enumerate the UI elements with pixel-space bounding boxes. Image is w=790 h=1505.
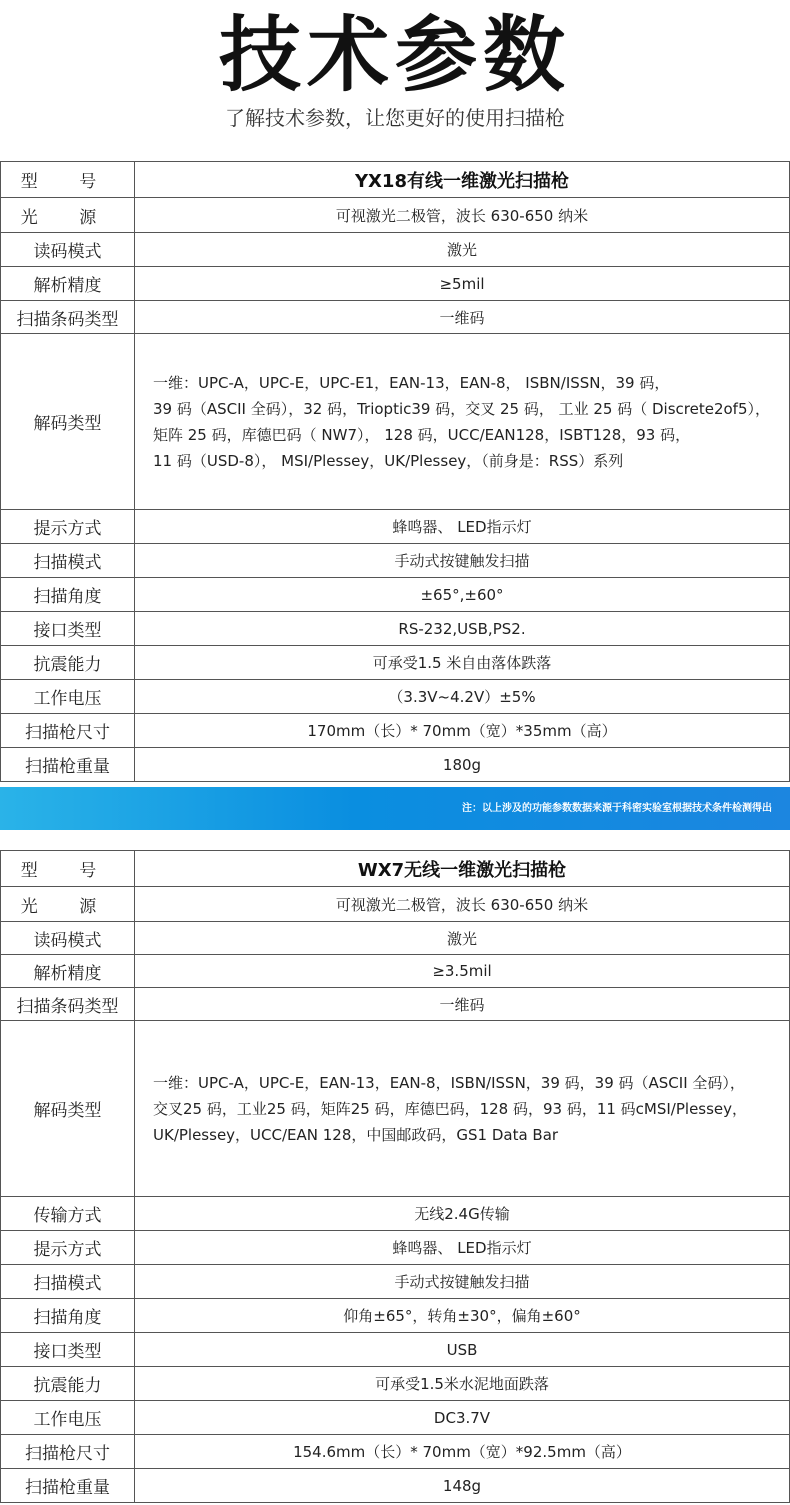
table-row — [1, 267, 790, 301]
row-value: 一维码 — [135, 301, 790, 334]
table-row — [1, 714, 790, 748]
row-label: 扫描条码类型 — [1, 301, 135, 334]
row-label: 扫描模式 — [1, 1265, 135, 1299]
row-value: DC3.7V — [135, 1401, 790, 1435]
spec-table-wx7 — [0, 850, 790, 1503]
row-label: 工作电压 — [1, 1401, 135, 1435]
table-row — [1, 1265, 790, 1299]
spec-table-yx18 — [0, 161, 790, 782]
table-row — [1, 301, 790, 334]
row-label: 扫描角度 — [1, 1299, 135, 1333]
row-label: 解码类型 — [1, 334, 135, 510]
table-row — [1, 334, 790, 510]
note-text: 注：以上涉及的功能参数数据来源于科密实验室根据技术条件检测得出 — [462, 803, 772, 814]
row-value: RS-232,USB,PS2. — [135, 612, 790, 646]
row-label: 接口类型 — [1, 612, 135, 646]
table-row — [1, 1469, 790, 1503]
row-label: 扫描模式 — [1, 544, 135, 578]
row-label: 提示方式 — [1, 510, 135, 544]
row-label: 解码类型 — [1, 1021, 135, 1197]
row-value: ±65°,±60° — [135, 578, 790, 612]
row-value: 激光 — [135, 233, 790, 267]
row-label: 提示方式 — [1, 1231, 135, 1265]
decode-types-line: 11 码（USD-8）， MSI/Plessey，UK/Plessey，（前身是：RSS）系列 — [153, 451, 624, 470]
row-label: 型 号 — [1, 162, 135, 198]
model-value: WX7无线一维激光扫描枪 — [135, 851, 790, 887]
row-label: 解析精度 — [1, 955, 135, 988]
row-value: 可视激光二极管，波长 630-650 纳米 — [135, 198, 790, 233]
row-label: 型 号 — [1, 851, 135, 887]
note-banner — [0, 787, 790, 830]
row-label: 扫描枪重量 — [1, 748, 135, 782]
row-label: 扫描角度 — [1, 578, 135, 612]
table-row — [1, 1231, 790, 1265]
decode-types-line: 39 码（ASCII 全码），32 码，Trioptic39 码，交叉 25 码， 工业 25 码（ Discrete2of5）， — [153, 399, 771, 418]
row-value: （3.3V~4.2V）±5% — [135, 680, 790, 714]
row-value: 仰角±65°，转角±30°，偏角±60° — [135, 1299, 790, 1333]
row-label: 传输方式 — [1, 1197, 135, 1231]
row-value: ≥5mil — [135, 267, 790, 301]
row-value: 蜂鸣器、 LED指示灯 — [135, 1231, 790, 1265]
table-row — [1, 1401, 790, 1435]
row-value: 可视激光二极管，波长 630-650 纳米 — [135, 887, 790, 922]
table-row — [1, 578, 790, 612]
row-value: 154.6mm（长）* 70mm（宽）*92.5mm（高） — [135, 1435, 790, 1469]
row-label: 工作电压 — [1, 680, 135, 714]
row-value: 一维码 — [135, 988, 790, 1021]
decode-types-line: 矩阵 25 码，库德巴码（ NW7）， 128 码，UCC/EAN128，ISBT128，93 码， — [153, 425, 691, 444]
row-label: 读码模式 — [1, 233, 135, 267]
row-value: 蜂鸣器、 LED指示灯 — [135, 510, 790, 544]
table-row — [1, 1197, 790, 1231]
table-row — [1, 988, 790, 1021]
table-row — [1, 955, 790, 988]
row-value: 148g — [135, 1469, 790, 1503]
decode-types-line: 一维：UPC-A，UPC-E，EAN-13，EAN-8，ISBN/ISSN，39 码，39 码（ASCII 全码）， — [153, 1073, 745, 1092]
page-header — [0, 0, 790, 160]
table-row — [1, 612, 790, 646]
row-label: 接口类型 — [1, 1333, 135, 1367]
row-label: 读码模式 — [1, 922, 135, 955]
table-row — [1, 1299, 790, 1333]
model-value: YX18有线一维激光扫描枪 — [135, 162, 790, 198]
table-row — [1, 544, 790, 578]
table-row — [1, 198, 790, 233]
row-value: ≥3.5mil — [135, 955, 790, 988]
table-row — [1, 162, 790, 198]
decode-types-cell — [135, 334, 790, 510]
table-row — [1, 922, 790, 955]
table-row — [1, 887, 790, 922]
table-row — [1, 233, 790, 267]
row-value: 无线2.4G传输 — [135, 1197, 790, 1231]
row-label: 扫描条码类型 — [1, 988, 135, 1021]
table-row — [1, 851, 790, 887]
row-value: USB — [135, 1333, 790, 1367]
row-label: 解析精度 — [1, 267, 135, 301]
decode-types-line: UK/Plessey，UCC/EAN 128，中国邮政码，GS1 Data Bar — [153, 1125, 559, 1144]
row-value: 可承受1.5 米自由落体跌落 — [135, 646, 790, 680]
table-row — [1, 1435, 790, 1469]
table-row — [1, 680, 790, 714]
row-label: 抗震能力 — [1, 1367, 135, 1401]
row-label: 扫描枪重量 — [1, 1469, 135, 1503]
table-row — [1, 1367, 790, 1401]
row-label: 扫描枪尺寸 — [1, 1435, 135, 1469]
table-row — [1, 646, 790, 680]
decode-types-text — [135, 1070, 789, 1148]
row-label: 抗震能力 — [1, 646, 135, 680]
page-subtitle: 了解技术参数，让您更好的使用扫描枪 — [225, 106, 565, 130]
row-label: 扫描枪尺寸 — [1, 714, 135, 748]
decode-types-text — [135, 370, 789, 474]
row-label: 光 源 — [1, 198, 135, 233]
table-row — [1, 1333, 790, 1367]
row-value: 180g — [135, 748, 790, 782]
row-value: 170mm（长）* 70mm（宽）*35mm（高） — [135, 714, 790, 748]
row-value: 可承受1.5米水泥地面跌落 — [135, 1367, 790, 1401]
table-row — [1, 510, 790, 544]
row-value: 手动式按键触发扫描 — [135, 1265, 790, 1299]
decode-types-line: 一维：UPC-A，UPC-E，UPC-E1，EAN-13，EAN-8， ISBN/ISSN，39 码， — [153, 373, 670, 392]
row-value: 手动式按键触发扫描 — [135, 544, 790, 578]
row-value: 激光 — [135, 922, 790, 955]
row-label: 光 源 — [1, 887, 135, 922]
table-row — [1, 748, 790, 782]
page-title: 技术参数 — [218, 8, 571, 103]
decode-types-cell — [135, 1021, 790, 1197]
decode-types-line: 交叉25 码，工业25 码，矩阵25 码，库德巴码，128 码，93 码，11 码cMSI/Plessey， — [153, 1099, 748, 1118]
table-row — [1, 1021, 790, 1197]
